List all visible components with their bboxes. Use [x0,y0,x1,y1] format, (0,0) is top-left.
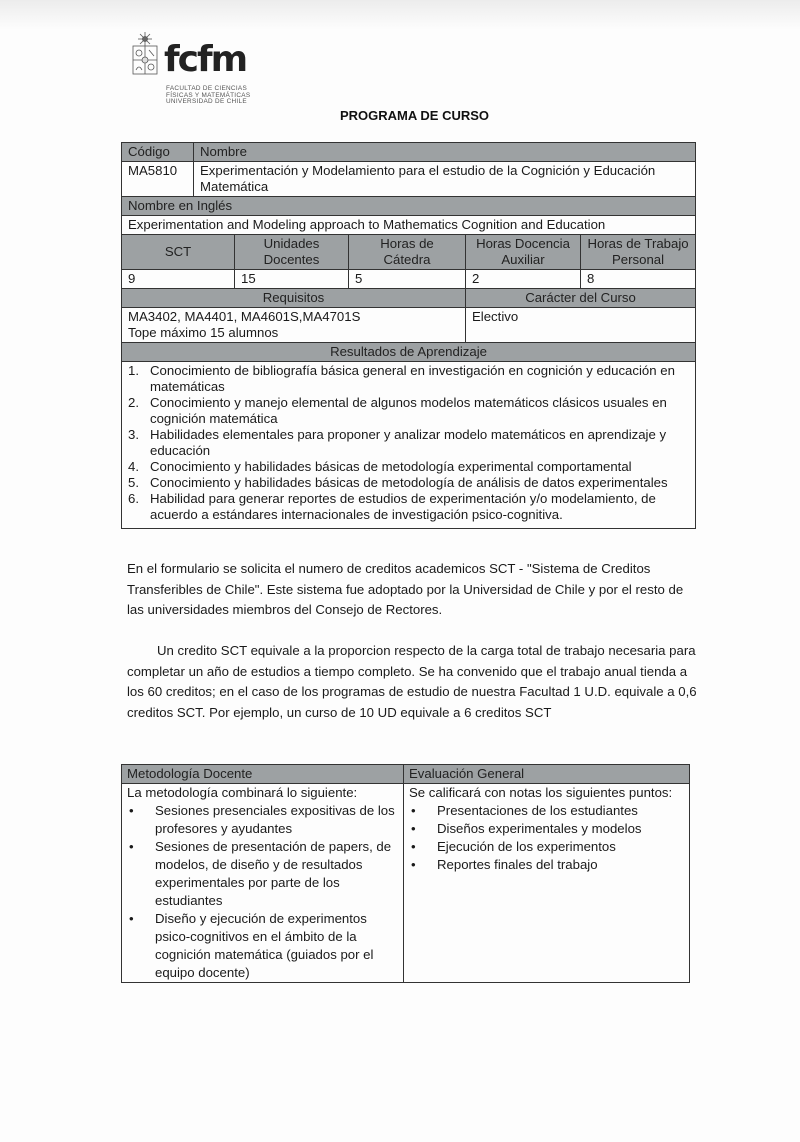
bullet-icon: • [411,821,416,836]
course-name: Experimentación y Modelamiento para el estudio de la Cognición y Educación Matemática [194,162,696,197]
methodology-label: Metodología Docente [122,765,404,784]
aux-hours-header: Horas Docencia Auxiliar [466,235,581,270]
lecture-hours-header: Horas de Cátedra [349,235,466,270]
requisites-courses: MA3402, MA4401, MA4601S,MA4701S [128,309,361,324]
item-text: Conocimiento de bibliografía básica general en investigación en cognición y educación en matemáticas [150,363,675,394]
item-text: Conocimiento y habilidades básicas de metodología de análisis de datos experimentales [150,475,668,490]
faculty-line: FACULTAD DE CIENCIAS [166,85,248,92]
list-item [127,802,398,838]
list-item [128,491,689,523]
item-text: Habilidad para generar reportes de estudios de experimentación y/o modelamiento, de acuerdo a estándares internacionales de investigación psico-cognitiva. [150,491,656,522]
list-item [409,802,684,820]
item-text: Sesiones presenciales expositivas de los profesores y ayudantes [155,803,395,836]
item-number: 5. [128,475,139,490]
list-item [127,910,398,982]
max-students: Tope máximo 15 alumnos [128,325,279,340]
units-header: Unidades Docentes [235,235,349,270]
item-text: Habilidades elementales para proponer y analizar modelo matemáticos en aprendizaje y educación [150,427,667,458]
character-label: Carácter del Curso [466,289,696,308]
item-text: Sesiones de presentación de papers, de modelos, de diseño y de resultados experimentales por parte de los estudiantes [155,839,392,908]
bullet-icon: • [129,839,134,854]
item-number: 1. [128,363,139,378]
item-text: Reportes finales del trabajo [437,857,598,872]
bullet-icon: • [129,803,134,818]
page-title: PROGRAMA DE CURSO [340,108,490,123]
english-name: Experimentation and Modeling approach to Mathematics Cognition and Education [122,216,696,235]
list-item [409,838,684,856]
faculty-name [166,86,250,106]
evaluation-content [404,784,690,983]
evaluation-intro: Se calificará con notas los siguientes puntos: [409,785,673,800]
logo-wordmark: fcfm [164,39,247,80]
faculty-line: FÍSICAS Y MATEMÁTICAS [166,91,251,99]
learning-outcomes-list [128,363,689,527]
item-text: Presentaciones de los estudiantes [437,803,638,818]
requisites [122,308,466,343]
list-item [128,459,689,475]
methodology-intro: La metodología combinará lo siguiente: [127,785,358,800]
bullet-icon: • [411,839,416,854]
evaluation-list [409,802,684,874]
learning-outcomes [122,362,696,529]
item-text: Conocimiento y habilidades básicas de metodología experimental comportamental [150,459,632,474]
list-item [409,820,684,838]
list-item [409,856,684,874]
item-text: Ejecución de los experimentos [437,839,616,854]
sct-equivalence-paragraph [127,641,697,723]
paragraph-text: Un credito SCT equivale a la proporcion respecto de la carga total de trabajo necesaria para completar un año de estudios a tiempo completo. Se ha convenido que el trabajo anual tienda a los 60 creditos; en el caso de los programas de estudio de nuestra Facultad 1 U.D. equivale a 0,6 creditos SCT. Por ejemplo, un curso de 10 UD equivale a 6 creditos SCT [127,643,697,720]
bullet-icon: • [129,911,134,926]
item-number: 3. [128,427,139,442]
personal-hours-value: 8 [581,270,696,289]
requisites-label: Requisitos [122,289,466,308]
bullet-icon: • [411,803,416,818]
methodology-list [127,802,398,982]
list-item [128,363,689,395]
code-label: Código [122,143,194,162]
bullet-icon: • [411,857,416,872]
sct-header: SCT [122,235,235,270]
list-item [127,838,398,910]
personal-hours-header: Horas de Trabajo Personal [581,235,696,270]
fcfm-logo [130,30,260,110]
course-info-table [121,142,696,529]
item-text: Diseño y ejecución de experimentos psico-cognitivos en el ámbito de la cognición matemática (guiados por el equipo docente) [155,911,374,980]
methodology-evaluation-table [121,764,690,983]
methodology-content [122,784,404,983]
course-character: Electivo [466,308,696,343]
item-number: 6. [128,491,139,506]
item-number: 2. [128,395,139,410]
aux-hours-value: 2 [466,270,581,289]
university-crest-icon [130,30,160,78]
course-code: MA5810 [122,162,194,197]
lecture-hours-value: 5 [349,270,466,289]
faculty-line: UNIVERSIDAD DE CHILE [166,98,247,105]
learning-outcomes-label: Resultados de Aprendizaje [122,343,696,362]
list-item [128,427,689,459]
sct-value: 9 [122,270,235,289]
list-item [128,475,689,491]
units-value: 15 [235,270,349,289]
name-label: Nombre [194,143,696,162]
sct-explanation-paragraph: En el formulario se solicita el numero de creditos academicos SCT - "Sistema de Creditos Transferibles de Chile". Este sistema fue adoptado por la Universidad de Chile y por el resto de las universidades miembros del Consejo de Rectores. [127,561,684,617]
evaluation-label: Evaluación General [404,765,690,784]
scan-shadow [0,0,800,30]
english-name-label: Nombre en Inglés [122,197,696,216]
list-item [128,395,689,427]
item-text: Conocimiento y manejo elemental de algunos modelos matemáticos clásicos usuales en cognición matemática [150,395,667,426]
item-text: Diseños experimentales y modelos [437,821,642,836]
item-number: 4. [128,459,139,474]
